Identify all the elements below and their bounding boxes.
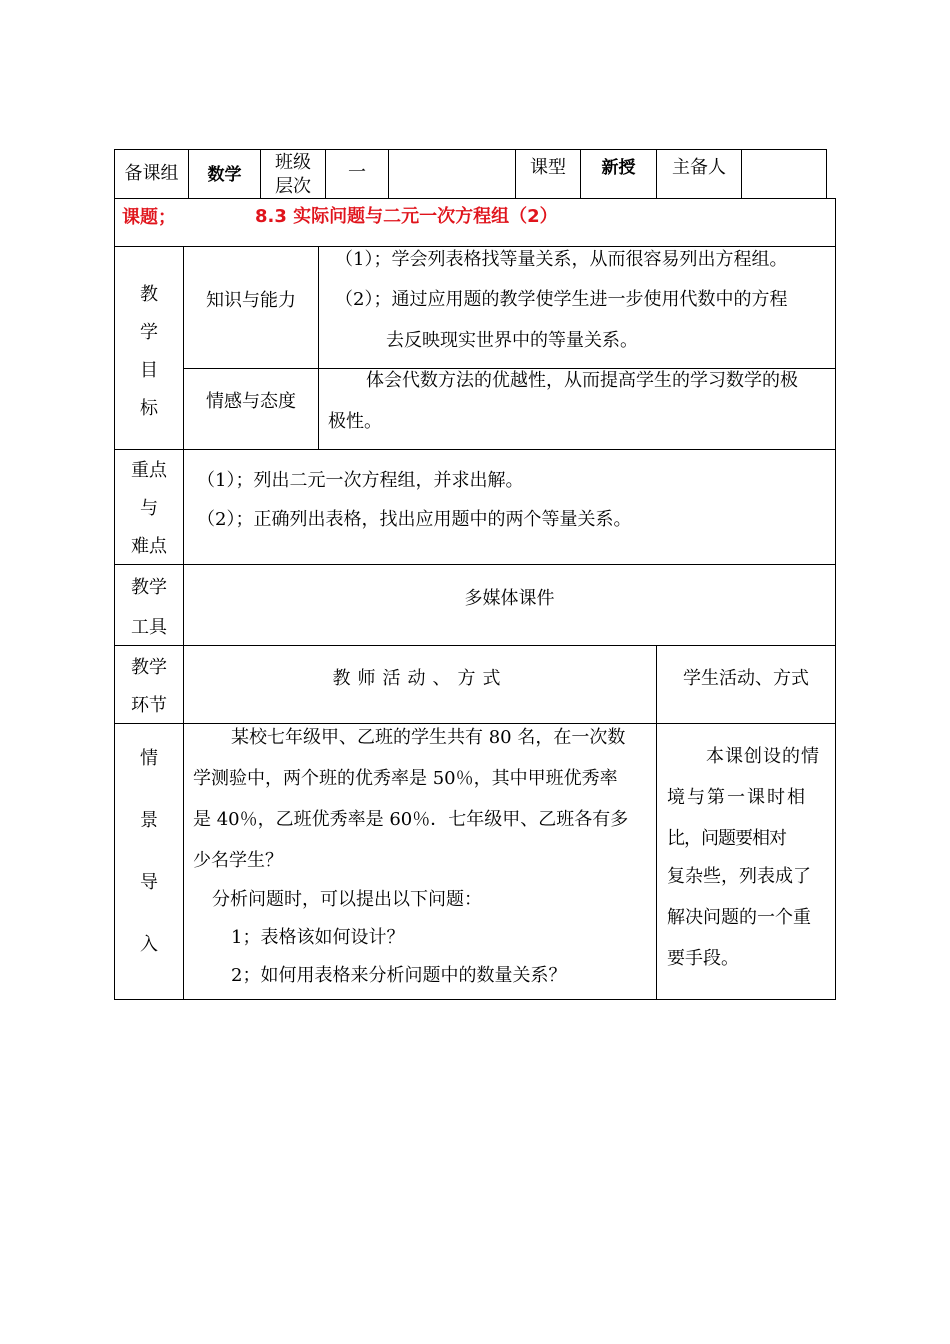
teacher-line-1: 某校七年级甲、乙班的学生共有 80 名，在一次数 [231, 727, 626, 748]
scenario-char: 景 [140, 810, 158, 831]
table-border-top [114, 149, 827, 150]
knowledge-line-1: （1）；学会列表格找等量关系，从而很容易列出方程组。 [335, 249, 788, 270]
divider [183, 368, 836, 369]
objectives-section-label [114, 276, 184, 428]
key-points-char: 难点 [131, 536, 167, 557]
group-label: 备课组 [124, 163, 179, 184]
key-points-char: 与 [140, 498, 158, 519]
attitude-label: 情感与态度 [206, 391, 296, 412]
divider [114, 198, 836, 199]
divider [114, 645, 836, 646]
teacher-line-6: 1；表格该如何设计？ [231, 927, 405, 948]
subject-value: 数学 [207, 165, 242, 185]
objectives-char: 标 [140, 398, 158, 419]
table-border-right [835, 198, 836, 1000]
topic-label: 课题； [122, 207, 176, 228]
teacher-line-3: 是 40％，乙班优秀率是 60％．七年级甲、乙班各有多 [193, 809, 629, 830]
class-level-value: 一 [348, 162, 366, 183]
teacher-line-4: 少名学生？ [193, 850, 283, 871]
knowledge-ability-label: 知识与能力 [206, 290, 296, 311]
key-points-char: 重点 [131, 460, 167, 481]
knowledge-line-2: （2）；通过应用题的教学使学生进一步使用代数中的方程 [335, 289, 788, 310]
teacher-activity-header: 教师活动、方式 [332, 668, 508, 689]
topic-title: 8.3 实际问题与二元一次方程组（2） [255, 206, 558, 227]
key-points-section-label [114, 452, 184, 566]
teacher-line-5: 分析问题时，可以提出以下问题： [212, 889, 482, 910]
student-line-1: 本课创设的情 [706, 746, 820, 767]
student-line-2: 境与第一课时相 [667, 787, 807, 808]
attitude-line-1: 体会代数方法的优越性，从而提高学生的学习数学的极 [366, 370, 798, 391]
scenario-char: 入 [140, 934, 158, 955]
lesson-type-value: 新授 [601, 158, 636, 178]
teacher-line-2: 学测验中，两个班的优秀率是 50％，其中甲班优秀率 [193, 768, 618, 789]
key-point-line-1: （1）；列出二元一次方程组，并求出解。 [197, 470, 524, 491]
tools-section-label [114, 568, 184, 648]
divider [114, 246, 836, 247]
divider [741, 149, 742, 199]
divider [114, 723, 836, 724]
student-line-3: 比，问题要相对 [667, 828, 786, 849]
lesson-type-label: 课型 [530, 157, 566, 178]
divider [388, 149, 389, 199]
steps-section-label [114, 649, 184, 725]
scenario-char: 导 [140, 872, 158, 893]
objectives-char: 教 [140, 284, 158, 305]
table-border-right-top [826, 149, 827, 199]
scenario-char: 情 [140, 748, 158, 769]
divider [656, 645, 657, 1000]
divider [114, 449, 836, 450]
tools-char: 教学 [131, 577, 167, 598]
class-level-label-line1: 班级 [275, 152, 311, 173]
objectives-char: 学 [140, 322, 158, 343]
steps-char: 环节 [131, 695, 167, 716]
student-line-5: 解决问题的一个重 [667, 907, 811, 928]
attitude-line-2: 极性。 [328, 411, 382, 432]
scenario-section-label [114, 728, 184, 976]
student-line-4: 复杂些，列表成了 [667, 866, 811, 887]
steps-char: 教学 [131, 657, 167, 678]
student-activity-header: 学生活动、方式 [683, 668, 809, 689]
table-border-bottom [114, 999, 836, 1000]
tools-value: 多媒体课件 [464, 588, 555, 609]
knowledge-line-3: 去反映现实世界中的等量关系。 [386, 330, 638, 351]
lead-preparer-label: 主备人 [672, 157, 726, 178]
tools-char: 工具 [131, 617, 167, 638]
teacher-line-7: 2；如何用表格来分析问题中的数量关系？ [231, 965, 567, 986]
class-level-label-line2: 层次 [275, 176, 311, 197]
objectives-char: 目 [140, 360, 158, 381]
key-point-line-2: （2）；正确列出表格，找出应用题中的两个等量关系。 [197, 509, 632, 530]
divider [318, 246, 319, 450]
divider [114, 564, 836, 565]
student-line-6: 要手段。 [667, 948, 739, 969]
